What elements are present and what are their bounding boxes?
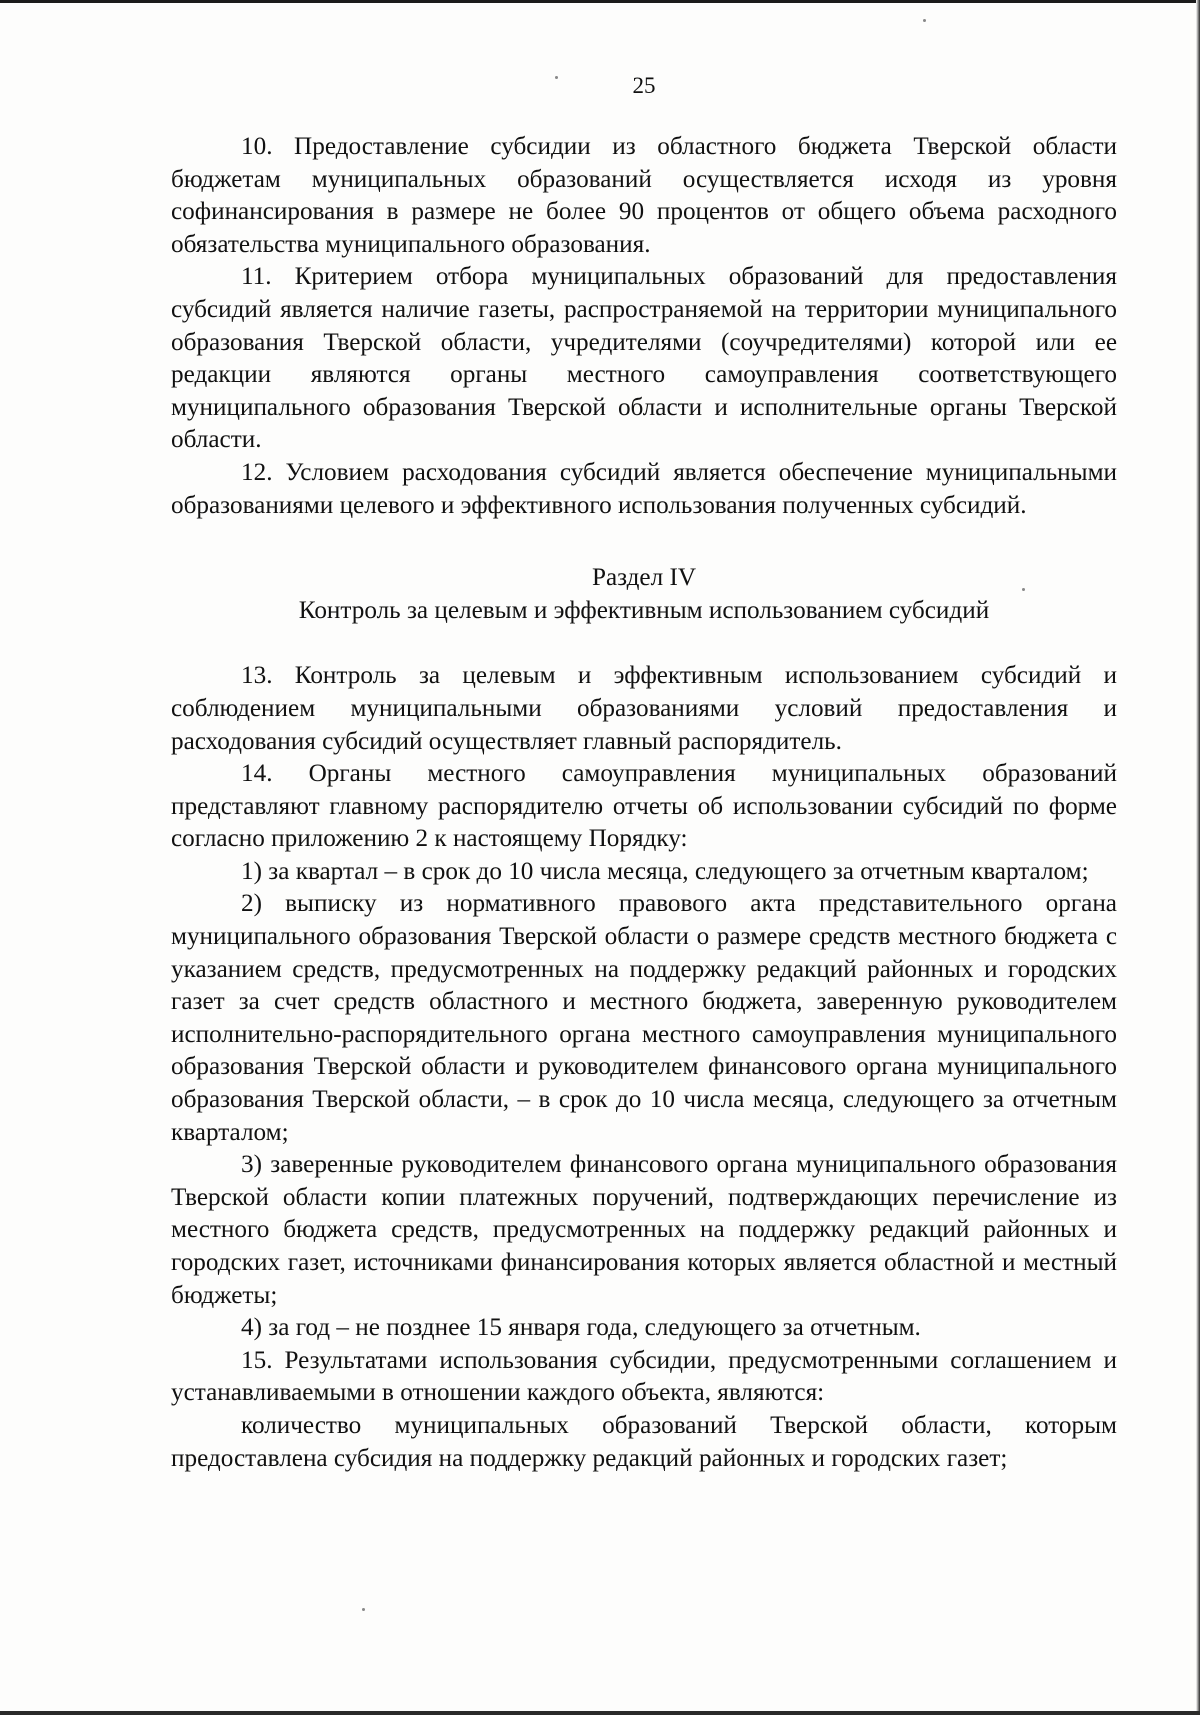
section-title: Контроль за целевым и эффективным использованием субсидий — [298, 596, 990, 624]
list-item-3: 3) заверенные руководителем финансового органа муниципального образования Тверской области копии платежных поручений, подтверждающих перечисление из местного бюджета средств, предусмотренных на поддержку редакций районных и городских газет, источниками финансирования которых является областной и местный бюджеты; — [171, 1151, 1117, 1309]
section-number: Раздел IV — [591, 564, 697, 592]
paragraph-12: 12. Условием расходования субсидий является обеспечение муниципальными образованиями целевого и эффективного использования полученных субсидий. — [171, 458, 1117, 519]
result-indicator: количество муниципальных образований Тверской области, которым предоставлена субсидия на поддержку редакций районных и городских газет; — [171, 1411, 1117, 1472]
scan-speck — [923, 19, 926, 22]
scan-edge-right — [1196, 0, 1200, 1715]
paragraph-10: 10. Предоставление субсидии из областного бюджета Тверской области бюджетам муниципальных образований осуществляется исходя из уровня софинансирования в размере не более 90 процентов от общего объема расходного обязательства муниципального образования. — [171, 133, 1117, 258]
page-number: 25 — [632, 73, 656, 98]
paragraph-11: 11. Критерием отбора муниципальных образований для предоставления субсидий является наличие газеты, распространяемой на территории муниципального образования Тверской области, учредителями (соучредителями) которой или ее редакции являются органы местного самоуправления соответствующего муниципального образования Тверской области и исполнительные органы Тверской области. — [171, 263, 1117, 454]
scan-speck — [362, 1608, 365, 1611]
scan-edge-bottom — [0, 1711, 1200, 1715]
list-item-4: 4) за год – не позднее 15 января года, следующего за отчетным. — [241, 1314, 921, 1342]
document-body — [171, 131, 1117, 1475]
paragraph-13: 13. Контроль за целевым и эффективным использованием субсидий и соблюдением муниципальными образованиями условий предоставления и расходования субсидий осуществляет главный распорядитель. — [171, 662, 1117, 755]
list-item-2: 2) выписку из нормативного правового акта представительного органа муниципального образования Тверской области о размере средств местного бюджета с указанием средств, предусмотренных на поддержку редакций районных и городских газет за счет средств областного и местного бюджета, заверенную руководителем исполнительно-распорядительного органа местного самоуправления муниципального образования Тверской области и руководителем финансового органа муниципального образования Тверской области, – в срок до 10 числа месяца, следующего за отчетным кварталом; — [171, 890, 1117, 1146]
paragraph-15: 15. Результатами использования субсидии, предусмотренными соглашением и устанавливаемыми в отношении каждого объекта, являются: — [171, 1346, 1117, 1407]
scan-edge-top — [0, 0, 1200, 3]
paragraph-14: 14. Органы местного самоуправления муниципальных образований представляют главному распорядителю отчеты об использовании субсидий по форме согласно приложению 2 к настоящему Порядку: — [171, 760, 1117, 853]
list-item-1: 1) за квартал – в срок до 10 числа месяца, следующего за отчетным кварталом; — [241, 857, 1089, 885]
